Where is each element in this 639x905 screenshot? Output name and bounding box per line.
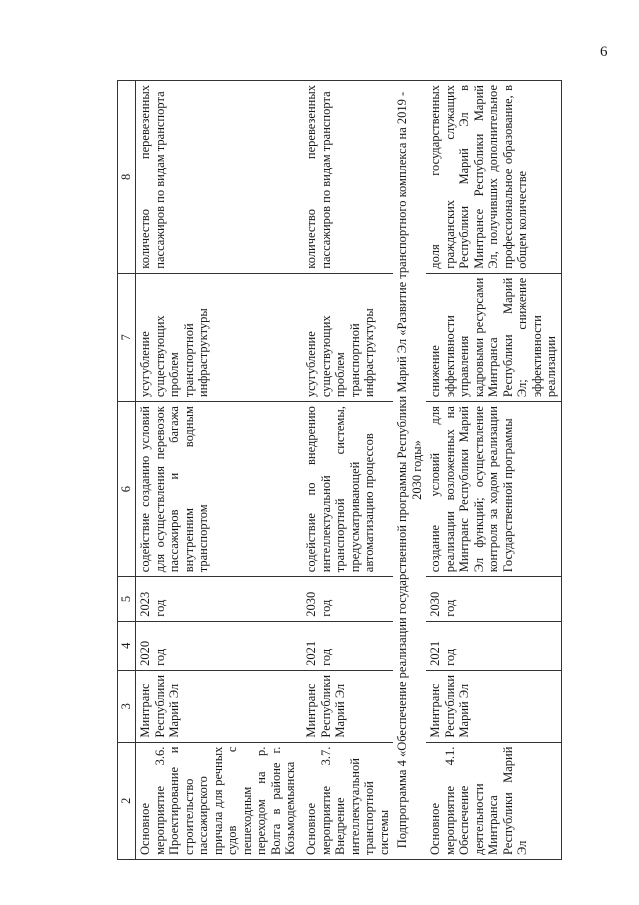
expected-result-cell: содействие созданию условий для осуществления перевозок пассажиров и багажа внутренним водным транспортом bbox=[136, 402, 303, 577]
executor-cell: Минтранс Республики Марий Эл bbox=[136, 670, 303, 742]
page-number: 6 bbox=[600, 44, 608, 60]
measure-name-cell: Основное мероприятие 3.7. Внедрение интеллектуальной транспортной системы bbox=[302, 742, 393, 859]
expected-result-cell: содействие по внедрению интеллектуальной транспортной системы, предусматривающей автоматизацию процессов bbox=[302, 402, 393, 577]
measure-name-cell: Основное мероприятие 3.6. Проектирование и строительство пассажирского причала для речных судов с пешеходным переходом на р. Волга в районе г. Козьмодемьянска bbox=[136, 742, 303, 859]
consequences-cell: снижение эффективности управления кадровыми ресурсами Минтранса Республики Марий Эл; снижение эффективности реализации bbox=[426, 273, 561, 401]
indicator-cell: количество перевезенных пассажиров по видам транспорта bbox=[136, 81, 303, 274]
header-cell: 2 bbox=[118, 742, 136, 859]
end-year-cell: 2030 год bbox=[426, 577, 561, 621]
rotated-landscape-page bbox=[117, 80, 637, 860]
table-header-row bbox=[118, 81, 136, 860]
subprogram-title: Подпрограмма 4 «Обеспечение реализации государственной программы Республики Марий Эл «Развитие транспортного комплекса на 2019 - 2030 годы» bbox=[393, 81, 426, 860]
measures-table bbox=[117, 80, 562, 860]
header-cell: 4 bbox=[118, 621, 136, 670]
indicator-cell: доля государственных гражданских служащих Республики Марий Эл в Минтрансе Республики Марий Эл, получивших дополнительное профессиональное образование, в общем количестве bbox=[426, 81, 561, 274]
table-row bbox=[302, 81, 393, 860]
table-row bbox=[426, 81, 561, 860]
expected-result-cell: создание условий для реализации возложенных на Минтранс Республики Марий Эл функций; осуществление контроля за ходом реализации Государственной программы bbox=[426, 402, 561, 577]
header-cell: 6 bbox=[118, 402, 136, 577]
start-year-cell: 2020 год bbox=[136, 621, 303, 670]
header-cell: 3 bbox=[118, 670, 136, 742]
consequences-cell: усугубление существующих проблем транспортной инфраструктуры bbox=[302, 273, 393, 401]
executor-cell: Минтранс Республики Марий Эл bbox=[302, 670, 393, 742]
start-year-cell: 2021 год bbox=[426, 621, 561, 670]
start-year-cell: 2021 год bbox=[302, 621, 393, 670]
measure-name-cell: Основное мероприятие 4.1. Обеспечение деятельности Минтранса Республики Марий Эл bbox=[426, 742, 561, 859]
end-year-cell: 2030 год bbox=[302, 577, 393, 621]
header-cell: 7 bbox=[118, 273, 136, 401]
end-year-cell: 2023 год bbox=[136, 577, 303, 621]
table-row bbox=[136, 81, 303, 860]
executor-cell: Минтранс Республики Марий Эл bbox=[426, 670, 561, 742]
consequences-cell: усугубление существующих проблем транспортной инфраструктуры bbox=[136, 273, 303, 401]
header-cell: 5 bbox=[118, 577, 136, 621]
indicator-cell: количество перевезенных пассажиров по видам транспорта bbox=[302, 81, 393, 274]
subprogram-row bbox=[393, 81, 426, 860]
header-cell: 8 bbox=[118, 81, 136, 274]
